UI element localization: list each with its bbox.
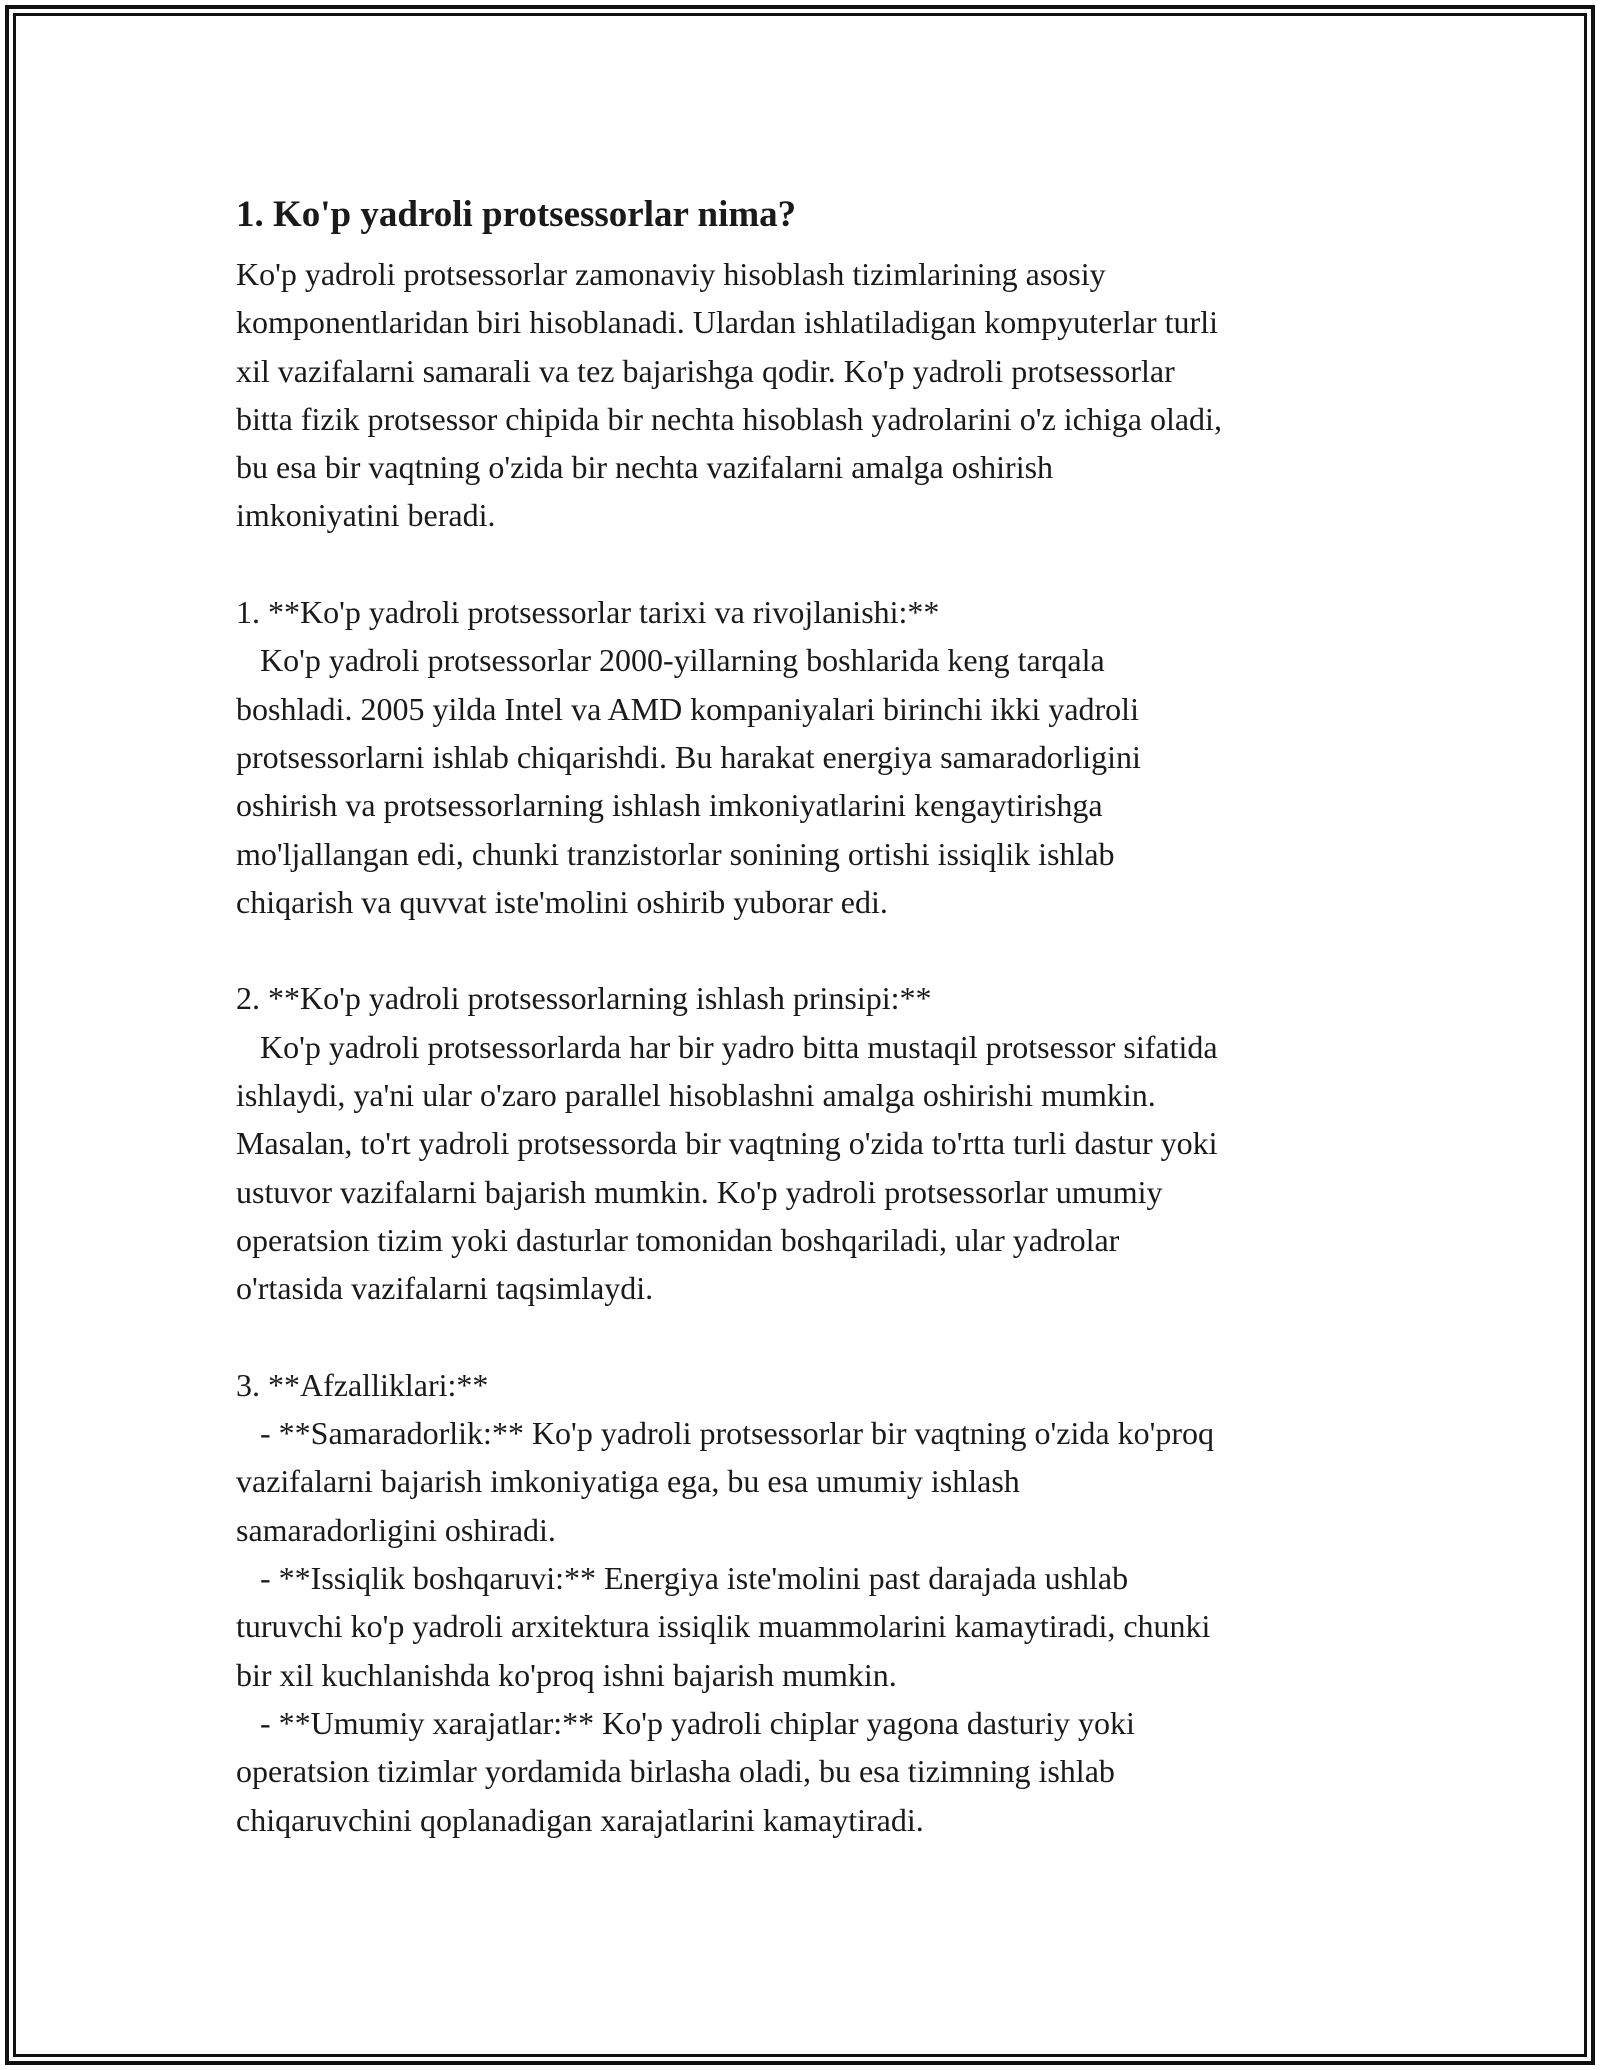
text-line: chiqaruvchini qoplanadigan xarajatlarini kamaytiradi.: [236, 1801, 924, 1838]
paragraph-gap: [236, 1313, 1376, 1361]
text-line: Masalan, to'rt yadroli protsessorda bir vaqtning o'zida to'rtta turli dastur yoki: [236, 1125, 1218, 1162]
page-title: 1. Ko'p yadroli protsessorlar nima?: [236, 194, 797, 235]
text-line: mo'ljallangan edi, chunki tranzistorlar sonining ortishi issiqlik ishlab: [236, 835, 1115, 872]
text-line: operatsion tizim yoki dasturlar tomonidan boshqariladi, ular yadrolar: [236, 1221, 1120, 1258]
paragraph-gap: [236, 926, 1376, 974]
section-heading: 2. **Ko'p yadroli protsessorlarning ishlash prinsipi:**: [236, 980, 932, 1017]
text-line: Ko'p yadroli protsessorlarda har bir yadro bitta mustaqil protsessor sifatida: [236, 1028, 1218, 1065]
paragraph-gap: [236, 540, 1376, 588]
text-line: turuvchi ko'p yadroli arxitektura issiqlik muammolarini kamaytiradi, chunki: [236, 1608, 1211, 1645]
text-line: imkoniyatini beradi.: [236, 497, 496, 534]
section-history: [236, 588, 1376, 926]
document-body: [236, 180, 1376, 1844]
text-line: bu esa bir vaqtning o'zida bir nechta vazifalarni amalga oshirish: [236, 449, 1054, 486]
text-line: oshirish va protsessorlarning ishlash imkoniyatlarini kengaytirishga: [236, 787, 1103, 824]
text-line: protsessorlarni ishlab chiqarishdi. Bu harakat energiya samaradorligini: [236, 738, 1141, 775]
text-line: Ko'p yadroli protsessorlar zamonaviy hisoblash tizimlarining asosiy: [236, 256, 1106, 292]
section-heading: 1. **Ko'p yadroli protsessorlar tarixi va rivojlanishi:**: [236, 594, 940, 631]
text-line: boshladi. 2005 yilda Intel va AMD kompaniyalari birinchi ikki yadroli: [236, 690, 1139, 727]
text-line: ustuvor vazifalarni bajarish mumkin. Ko'p yadroli protsessorlar umumiy: [236, 1173, 1163, 1210]
intro-paragraph: [236, 250, 1376, 540]
text-line: komponentlaridan biri hisoblanadi. Ulardan ishlatiladigan kompyuterlar turli: [236, 304, 1218, 341]
list-item: - **Issiqlik boshqaruvi:** Energiya iste'molini past darajada ushlab: [236, 1560, 1129, 1597]
text-line: samaradorligini oshiradi.: [236, 1511, 556, 1548]
text-line: bir xil kuchlanishda ko'proq ishni bajarish mumkin.: [236, 1656, 897, 1693]
text-line: bitta fizik protsessor chipida bir nechta hisoblash yadrolarini o'z ichiga oladi,: [236, 400, 1222, 437]
text-line: xil vazifalarni samarali va tez bajarishga qodir. Ko'p yadroli protsessorlar: [236, 352, 1175, 389]
section-principle: [236, 974, 1376, 1312]
text-line: ishlaydi, ya'ni ular o'zaro parallel hisoblashni amalga oshirishi mumkin.: [236, 1077, 1156, 1114]
text-line: chiqarish va quvvat iste'molini oshirib yuborar edi.: [236, 883, 888, 920]
section-advantages: [236, 1361, 1376, 1844]
section-heading: 3. **Afzalliklari:**: [236, 1366, 489, 1403]
text-line: o'rtasida vazifalarni taqsimlaydi.: [236, 1270, 654, 1307]
list-item: - **Umumiy xarajatlar:** Ko'p yadroli chiplar yagona dasturiy yoki: [236, 1704, 1135, 1741]
text-line: operatsion tizimlar yordamida birlasha oladi, bu esa tizimning ishlab: [236, 1753, 1115, 1790]
text-line: vazifalarni bajarish imkoniyatiga ega, bu esa umumiy ishlash: [236, 1463, 1020, 1500]
text-line: Ko'p yadroli protsessorlar 2000-yillarning boshlarida keng tarqala: [236, 642, 1105, 679]
list-item: - **Samaradorlik:** Ko'p yadroli protsessorlar bir vaqtning o'zida ko'proq: [236, 1415, 1214, 1452]
